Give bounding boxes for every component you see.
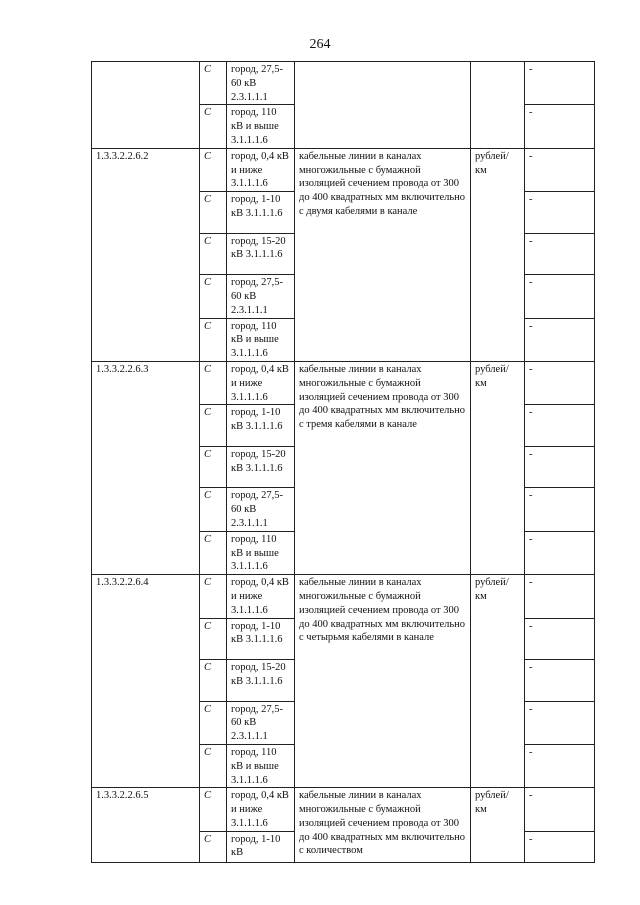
page-number: 264 (309, 37, 331, 52)
value-cell: - (525, 405, 595, 447)
unit-cell: рублей/ км (471, 148, 525, 361)
symbol-cell: С (200, 701, 227, 744)
value-cell: - (525, 488, 595, 531)
location-cell: город, 110 кВ и выше 3.1.1.1.6 (227, 318, 295, 361)
location-cell: город, 1-10 кВ (227, 831, 295, 862)
value-cell: - (525, 62, 595, 105)
location-cell: город, 0,4 кВ и ниже 3.1.1.1.6 (227, 361, 295, 404)
symbol-cell: С (200, 488, 227, 531)
value-cell: - (525, 233, 595, 275)
code-cell: 1.3.3.2.2.6.5 (92, 788, 200, 862)
description-cell: кабельные линии в каналах многожильные с бумажной изоляцией сечением провода от 300 до 400 квадратных мм включительно с двумя кабелями в канале (295, 148, 471, 361)
tariff-table (91, 61, 595, 863)
unit-cell: рублей/ км (471, 361, 525, 574)
symbol-cell: С (200, 105, 227, 148)
symbol-cell: С (200, 361, 227, 404)
value-cell: - (525, 275, 595, 318)
location-cell: город, 1-10 кВ 3.1.1.1.6 (227, 618, 295, 660)
value-cell: - (525, 788, 595, 831)
table-row (92, 148, 595, 191)
value-cell: - (525, 192, 595, 234)
description-cell: кабельные линии в каналах многожильные с бумажной изоляцией сечением провода от 300 до 400 квадратных мм включительно с количеством (295, 788, 471, 862)
location-cell: город, 15-20 кВ 3.1.1.1.6 (227, 660, 295, 702)
symbol-cell: С (200, 62, 227, 105)
location-cell: город, 27,5-60 кВ 2.3.1.1.1 (227, 275, 295, 318)
description-cell: кабельные линии в каналах многожильные с бумажной изоляцией сечением провода от 300 до 400 квадратных мм включительно с четырьмя кабелями в канале (295, 575, 471, 788)
value-cell: - (525, 618, 595, 660)
value-cell: - (525, 446, 595, 488)
value-cell: - (525, 531, 595, 574)
code-cell-empty (92, 62, 200, 149)
description-cell: кабельные линии в каналах многожильные с бумажной изоляцией сечением провода от 300 до 400 квадратных мм включительно с тремя кабелями в канале (295, 361, 471, 574)
location-cell: город, 110 кВ и выше 3.1.1.1.6 (227, 105, 295, 148)
symbol-cell: С (200, 148, 227, 191)
symbol-cell: С (200, 788, 227, 831)
location-cell: город, 15-20 кВ 3.1.1.1.6 (227, 446, 295, 488)
symbol-cell: С (200, 831, 227, 862)
location-cell: город, 0,4 кВ и ниже 3.1.1.1.6 (227, 788, 295, 831)
symbol-cell: С (200, 531, 227, 574)
symbol-cell: С (200, 575, 227, 618)
location-cell: город, 0,4 кВ и ниже 3.1.1.1.6 (227, 148, 295, 191)
description-cell-empty (295, 62, 471, 149)
location-cell: город, 1-10 кВ 3.1.1.1.6 (227, 192, 295, 234)
location-cell: город, 110 кВ и выше 3.1.1.1.6 (227, 531, 295, 574)
value-cell: - (525, 318, 595, 361)
value-cell: - (525, 831, 595, 862)
value-cell: - (525, 148, 595, 191)
unit-cell: рублей/ км (471, 575, 525, 788)
symbol-cell: С (200, 318, 227, 361)
location-cell: город, 15-20 кВ 3.1.1.1.6 (227, 233, 295, 275)
table-row (92, 575, 595, 618)
location-cell: город, 27,5-60 кВ 2.3.1.1.1 (227, 62, 295, 105)
code-cell: 1.3.3.2.2.6.3 (92, 361, 200, 574)
symbol-cell: С (200, 275, 227, 318)
value-cell: - (525, 701, 595, 744)
symbol-cell: С (200, 405, 227, 447)
symbol-cell: С (200, 233, 227, 275)
symbol-cell: С (200, 660, 227, 702)
location-cell: город, 110 кВ и выше 3.1.1.1.6 (227, 744, 295, 787)
code-cell: 1.3.3.2.2.6.2 (92, 148, 200, 361)
table-row (92, 62, 595, 105)
symbol-cell: С (200, 618, 227, 660)
value-cell: - (525, 660, 595, 702)
tariff-table-body (92, 62, 595, 863)
location-cell: город, 27,5-60 кВ 2.3.1.1.1 (227, 488, 295, 531)
unit-cell-empty (471, 62, 525, 149)
location-cell: город, 0,4 кВ и ниже 3.1.1.1.6 (227, 575, 295, 618)
location-cell: город, 1-10 кВ 3.1.1.1.6 (227, 405, 295, 447)
value-cell: - (525, 105, 595, 148)
symbol-cell: С (200, 192, 227, 234)
value-cell: - (525, 575, 595, 618)
value-cell: - (525, 361, 595, 404)
table-row (92, 788, 595, 831)
code-cell: 1.3.3.2.2.6.4 (92, 575, 200, 788)
value-cell: - (525, 744, 595, 787)
symbol-cell: С (200, 446, 227, 488)
unit-cell: рублей/ км (471, 788, 525, 862)
location-cell: город, 27,5-60 кВ 2.3.1.1.1 (227, 701, 295, 744)
table-row (92, 361, 595, 404)
symbol-cell: С (200, 744, 227, 787)
